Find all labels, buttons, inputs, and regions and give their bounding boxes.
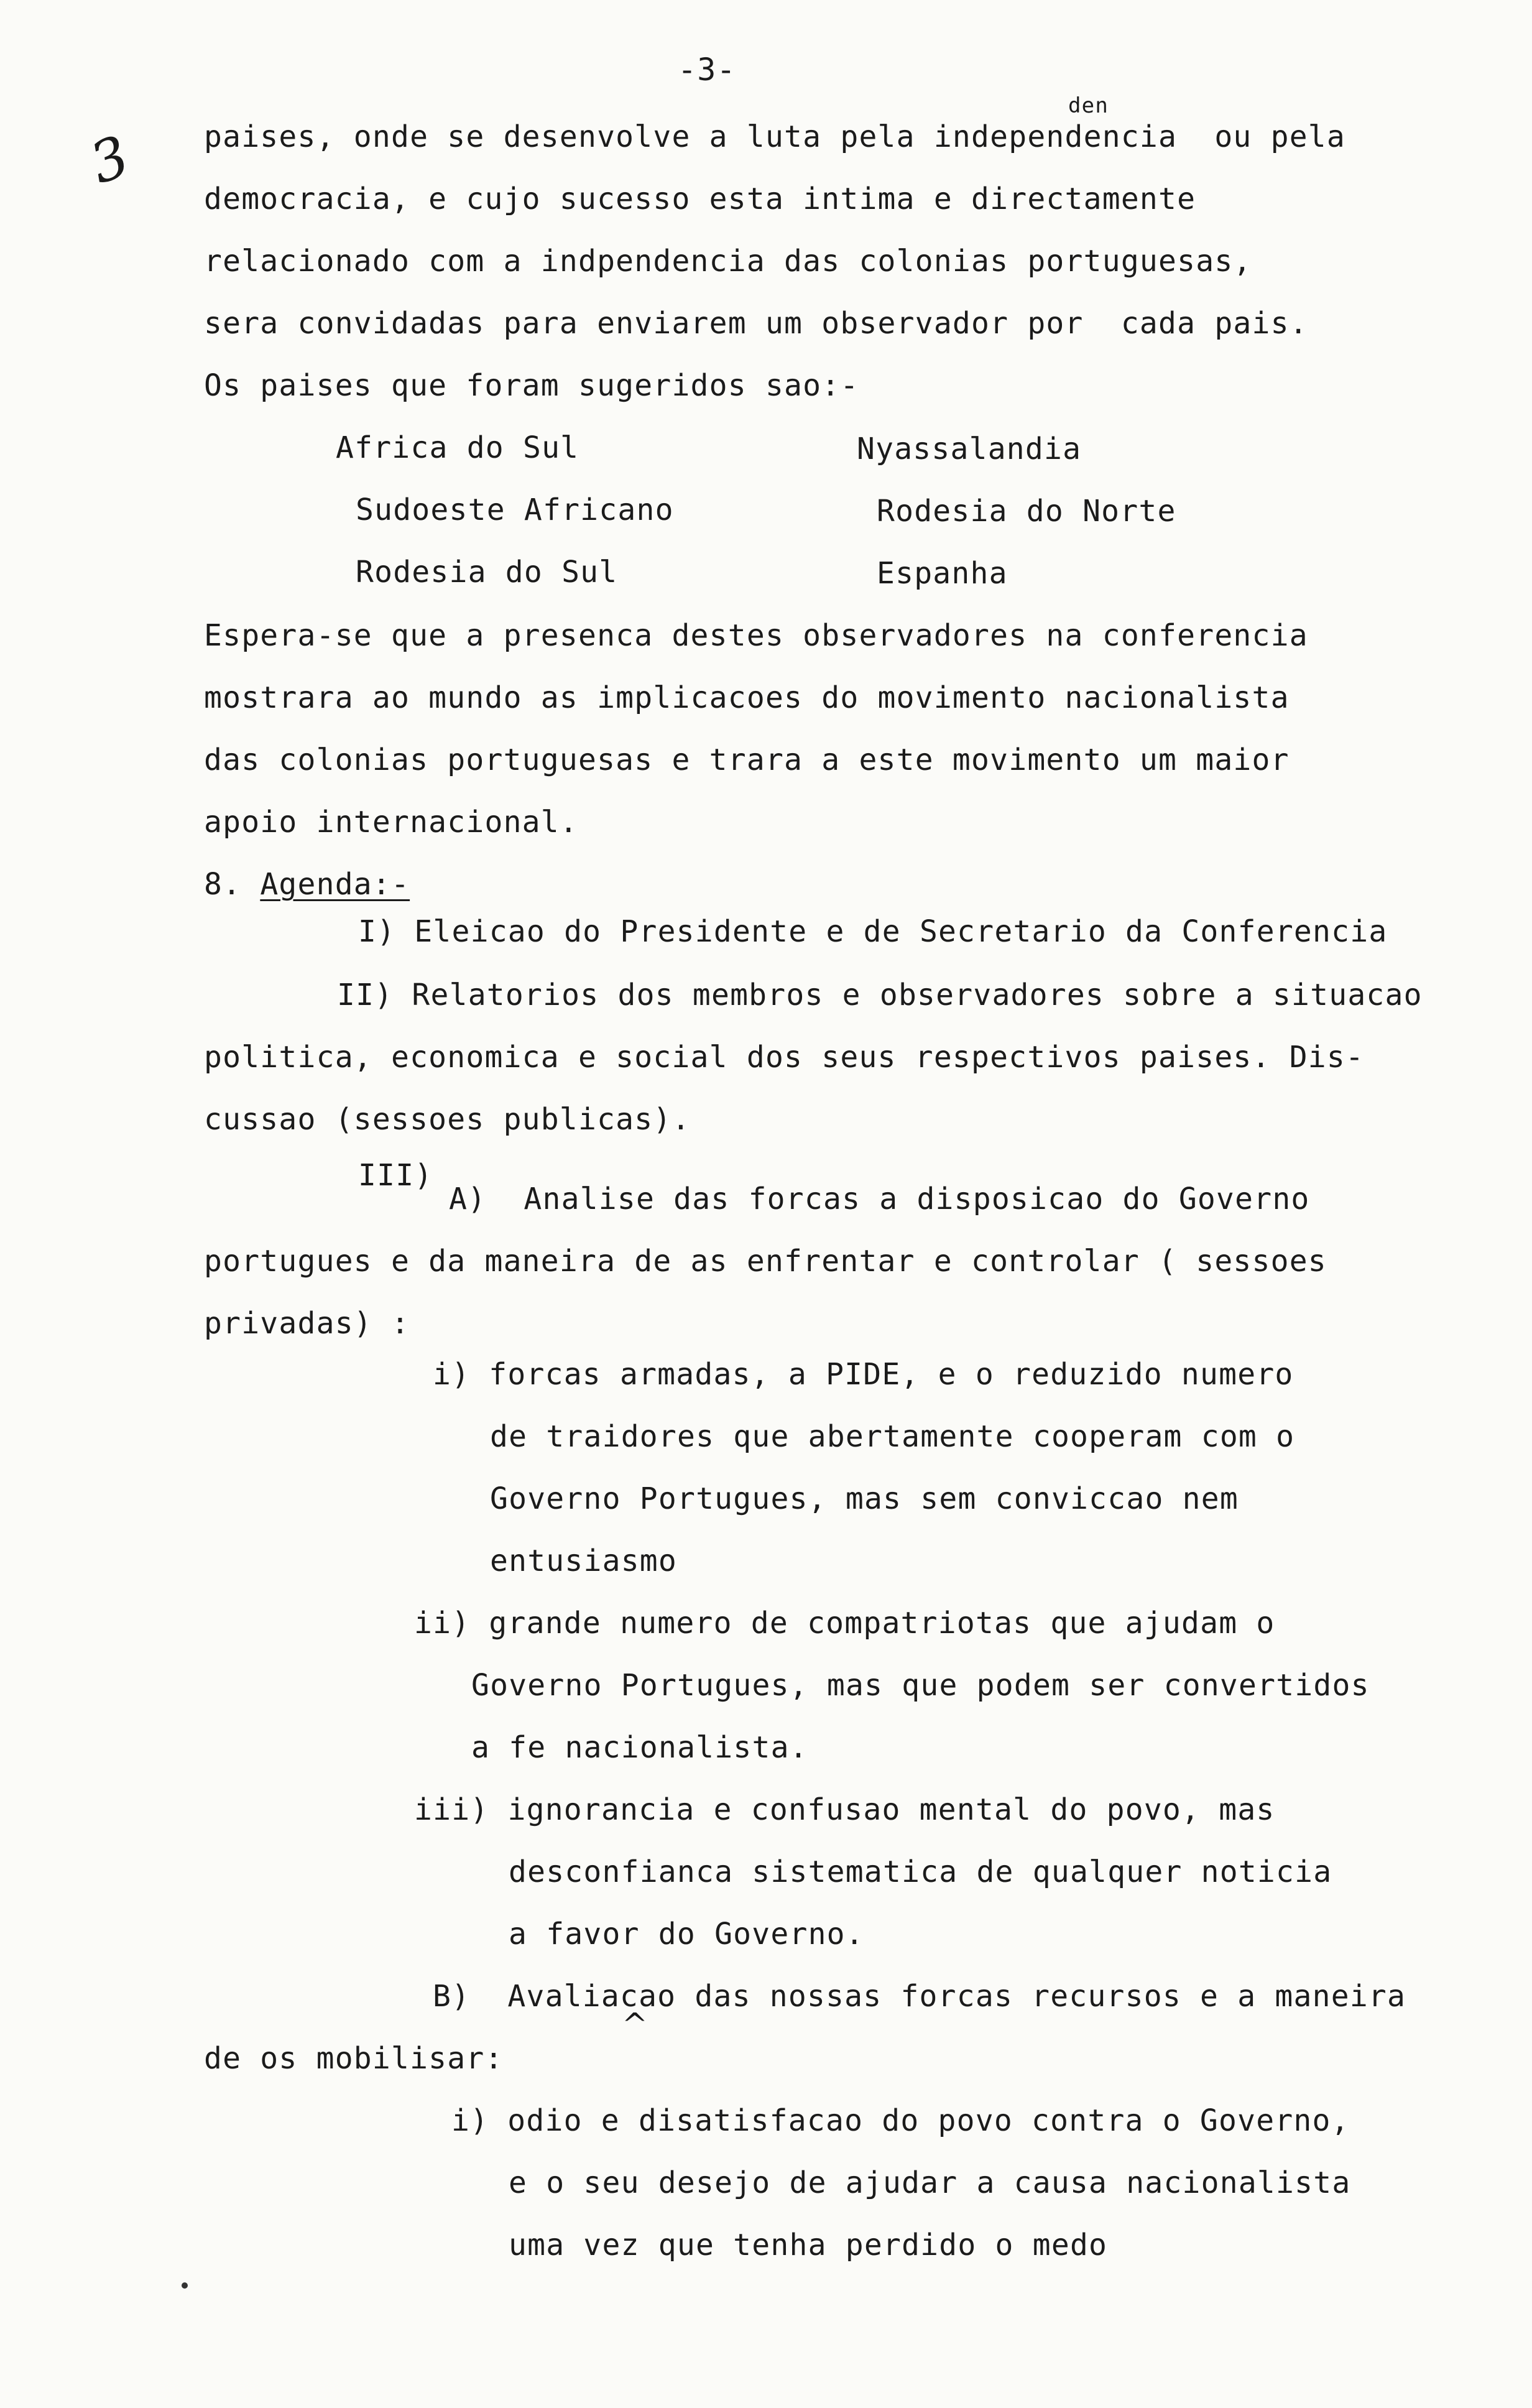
sub-item-A-i-line: Governo Portugues, mas sem conviccao nem [490,1481,1239,1516]
agenda-item-I: I) Eleicao do Presidente e de Secretario da Conferencia [358,914,1388,949]
agenda-title: Agenda:- [260,867,410,902]
sub-item-B-i: i) odio e disatisfacao do povo contra o Governo, [451,2103,1350,2138]
agenda-item-II-line: cussao (sessoes publicas). [204,1102,691,1137]
sub-item-A-ii-line: Governo Portugues, mas que podem ser convertidos [471,1668,1370,1703]
country-left: Rodesia do Sul [356,555,618,590]
margin-handwritten-mark: 3 [81,123,138,197]
sub-item-A-i: i) forcas armadas, a PIDE, e o reduzido numero [433,1357,1294,1392]
sub-item-A-iii: iii) ignorancia e confusao mental do povo, mas [414,1792,1275,1827]
sub-item-A-i-line: de traidores que abertamente cooperam com o [490,1419,1295,1454]
margin-ink-dot [182,2282,188,2289]
country-left: Sudoeste Africano [356,493,674,527]
country-right: Rodesia do Norte [877,494,1176,529]
agenda-item-III-B-line: de os mobilisar: [204,2041,504,2076]
body-line: Os paises que foram sugeridos sao:- [204,368,859,403]
agenda-item-III-B: B) Avaliacao das nossas forcas recursos e a maneira [433,1979,1406,2014]
sub-item-A-ii: ii) grande numero de compatriotas que ajudam o [414,1606,1275,1641]
agenda-item-III-A-line: portugues e da maneira de as enfrentar e controlar ( sessoes [204,1244,1327,1279]
agenda-item-III-label: III) [358,1158,433,1193]
agenda-item-II: II) Relatorios dos membros e observadores sobre a situacao [337,978,1423,1012]
sub-item-A-ii-line: a fe nacionalista. [471,1730,808,1765]
body-line: das colonias portuguesas e trara a este movimento um maior [204,743,1290,777]
agenda-item-III-A-line: privadas) : [204,1306,410,1341]
sub-item-B-i-line: e o seu desejo de ajudar a causa nacionalista [509,2165,1351,2200]
country-right: Espanha [877,556,1008,591]
sub-item-B-i-line: uma vez que tenha perdido o medo [509,2228,1108,2262]
body-line: mostrara ao mundo as implicacoes do movimento nacionalista [204,680,1290,715]
agenda-item-III-A: A) Analise das forcas a disposicao do Governo [449,1182,1310,1216]
page-number: -3- [678,52,736,88]
agenda-item-II-line: politica, economica e social dos seus respectivos paises. Dis- [204,1040,1365,1075]
body-line: Espera-se que a presenca destes observadores na conferencia [204,618,1308,653]
sub-item-A-iii-line: a favor do Governo. [509,1917,864,1952]
body-line: sera convidadas para enviarem um observador por cada pais. [204,306,1308,341]
country-left: Africa do Sul [336,430,579,465]
country-right: Nyassalandia [857,432,1082,466]
body-line: relacionado com a indpendencia das colonias portuguesas, [204,244,1252,279]
handwritten-insertion: den [1068,93,1109,118]
agenda-heading [204,866,410,903]
body-line: democracia, e cujo sucesso esta intima e directamente [204,182,1196,216]
body-line: paises, onde se desenvolve a luta pela independencia ou pela [204,119,1346,154]
handwritten-circumflex: ^ [622,2006,648,2042]
sub-item-A-i-line: entusiasmo [490,1544,677,1578]
agenda-number: 8. [204,867,242,902]
sub-item-A-iii-line: desconfianca sistematica de qualquer noticia [509,1855,1332,1889]
body-line: apoio internacional. [204,805,578,840]
